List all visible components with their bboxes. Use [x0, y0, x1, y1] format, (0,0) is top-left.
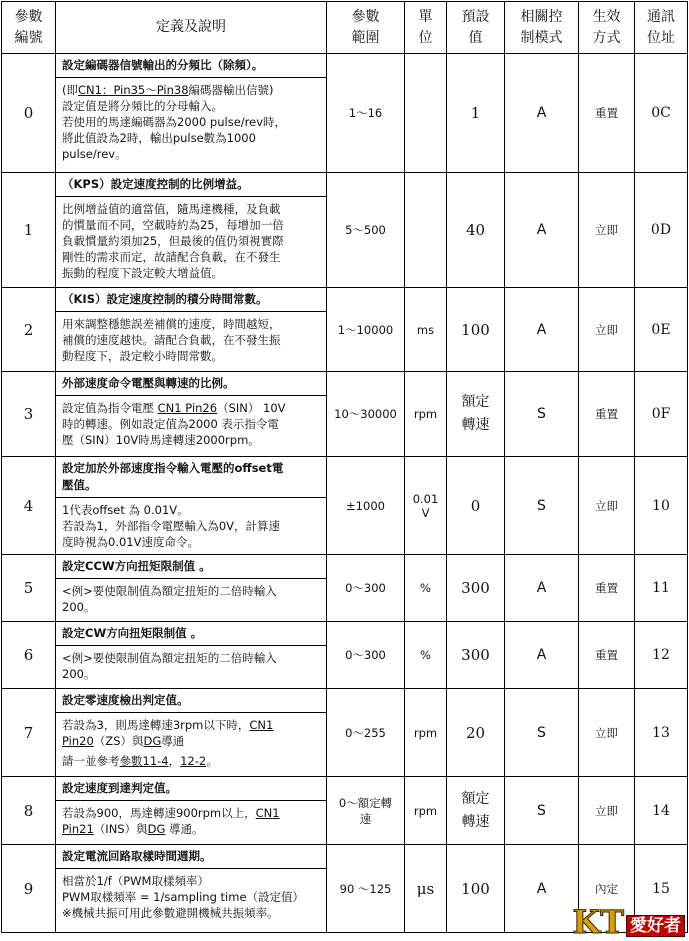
desc-line: PWM取樣頻率 = 1/sampling time（設定值）: [62, 890, 305, 904]
param-range: ±1000: [327, 457, 405, 555]
param-unit: %: [405, 622, 447, 689]
desc-link: CN1：Pin35～Pin38: [78, 83, 189, 97]
param-definition: [56, 457, 327, 555]
header-mode-text: 相關控 制模式: [520, 8, 563, 46]
param-title: 設定編碼器信號輸出的分頻比（除頻）。: [56, 54, 326, 78]
desc-text: （ZS）與: [93, 734, 144, 748]
param-default: 1: [447, 54, 505, 173]
desc-line: 壓（SIN）10V時馬達轉速2000rpm。: [62, 433, 260, 447]
desc-link: Pin21: [62, 822, 94, 836]
param-no: 4: [2, 457, 56, 555]
param-definition: [56, 777, 327, 845]
param-effect: 立即: [579, 777, 635, 845]
param-definition: [56, 54, 327, 173]
param-addr: 0E: [635, 288, 688, 372]
default-text: 額定 轉速: [461, 394, 490, 433]
param-addr: 10: [635, 457, 688, 555]
desc-text: 導通: [161, 734, 185, 748]
header-row: [2, 2, 688, 54]
param-unit: [405, 457, 447, 555]
param-unit: ms: [405, 288, 447, 372]
header-no: [2, 2, 56, 54]
table-row: [2, 777, 688, 845]
desc-link: DG: [143, 734, 162, 748]
default-text: 額定 轉速: [461, 790, 490, 830]
table-row: [2, 457, 688, 555]
param-no: 8: [2, 777, 56, 845]
param-desc: [56, 197, 326, 284]
param-no: 3: [2, 372, 56, 457]
param-mode: A: [505, 173, 579, 288]
desc-line: 負載慣量約須加25，但最後的值仍須視實際: [62, 234, 284, 248]
param-title: 設定電流回路取樣時間週期。: [56, 845, 326, 869]
desc-text: 若設為3，則馬達轉速3rpm以下時，: [62, 718, 250, 732]
desc-text: 設定值為指令電壓: [62, 401, 158, 415]
desc-link: Pin20: [62, 734, 94, 748]
desc-link: CN1: [249, 718, 274, 732]
param-mode: S: [505, 372, 579, 457]
param-effect: 立即: [579, 288, 635, 372]
watermark-logo: [572, 903, 685, 941]
param-definition: [56, 555, 327, 622]
param-addr: 13: [635, 689, 688, 777]
param-default: 300: [447, 555, 505, 622]
desc-link: DG: [147, 822, 166, 836]
desc-line: 設定值是將分頻比的分母輸入。: [62, 99, 223, 113]
header-unit: [405, 2, 447, 54]
param-addr: 0D: [635, 173, 688, 288]
desc-line: 動程度下，設定較小時間常數。: [62, 349, 223, 363]
desc-link: CN1 Pin26: [157, 401, 218, 415]
desc-line: 剛性的需求而定，故請配合負載，在不發生: [62, 250, 281, 264]
table-row: [2, 622, 688, 689]
param-range: 0～300: [327, 622, 405, 689]
param-no: 5: [2, 555, 56, 622]
param-no: 7: [2, 689, 56, 777]
param-default: 100: [447, 288, 505, 372]
param-definition: [56, 845, 327, 933]
param-unit: [405, 173, 447, 288]
header-addr-text: 通訊 位址: [647, 8, 675, 46]
param-addr: 12: [635, 622, 688, 689]
header-default-text: 預設 值: [461, 8, 490, 46]
param-effect: 重置: [579, 555, 635, 622]
param-definition: [56, 689, 327, 777]
desc-line: <例>要使限制值為額定扭矩的二倍時輸入: [62, 651, 277, 665]
param-effect: 立即: [579, 457, 635, 555]
param-title: 設定CW方向扭矩限制值 。: [56, 622, 326, 646]
param-default: 100: [447, 845, 505, 933]
desc-text: （INS）與: [93, 822, 148, 836]
desc-line: 將此值設為2時，輸出pulse數為1000: [62, 131, 256, 145]
param-desc: [56, 713, 326, 772]
desc-text: （SIN） 10V: [217, 401, 286, 415]
table-row: [2, 173, 688, 288]
param-default: 40: [447, 173, 505, 288]
param-default: [447, 777, 505, 845]
desc-line: 補償的速度越快。請配合負載，在不發生振: [62, 333, 281, 347]
header-no-text: 參數 編號: [14, 8, 43, 46]
desc-text: ，: [168, 754, 181, 768]
param-title: 設定CCW方向扭矩限制值 。: [56, 555, 326, 579]
desc-link: CN1: [255, 806, 280, 820]
param-effect: 重置: [579, 372, 635, 457]
header-range-text: 參數 範圍: [351, 8, 380, 46]
param-range: 90 ～125: [327, 845, 405, 933]
desc-link: 12-2: [180, 754, 207, 768]
table-row: [2, 54, 688, 173]
param-desc: [56, 646, 326, 685]
param-effect: 立即: [579, 689, 635, 777]
table-row: [2, 372, 688, 457]
param-title: [56, 457, 326, 498]
header-def: [56, 2, 327, 54]
param-unit: [405, 54, 447, 173]
header-effect-text: 生效 方式: [592, 8, 621, 46]
desc-line: 若設為1，外部指令電壓輸入為0V，計算速: [62, 519, 280, 533]
desc-line: 200。: [62, 600, 96, 614]
desc-text: (即: [62, 83, 78, 97]
param-addr: 0C: [635, 54, 688, 173]
param-no: 1: [2, 173, 56, 288]
param-definition: [56, 288, 327, 372]
desc-line: pulse/rev。: [62, 147, 127, 161]
title-line: 壓值。: [62, 478, 97, 492]
param-range: 0～255: [327, 689, 405, 777]
header-range: [327, 2, 405, 54]
param-range: 1～16: [327, 54, 405, 173]
desc-line: 比例增益值的適當值，隨馬達機種，及負載: [62, 202, 281, 216]
param-effect: 內定: [579, 845, 635, 933]
desc-text: 編碼器輸出信號): [188, 83, 274, 97]
param-mode: A: [505, 555, 579, 622]
param-default: 300: [447, 622, 505, 689]
logo-text: 愛好者: [626, 915, 685, 937]
param-unit: rpm: [405, 777, 447, 845]
param-title: 外部速度命令電壓與轉速的比例。: [56, 372, 326, 396]
param-desc: [56, 312, 326, 367]
param-default: [447, 372, 505, 457]
header-addr: [635, 2, 688, 54]
desc-line: 振動的程度下設定較大增益值。: [62, 266, 223, 280]
param-desc: [56, 396, 326, 451]
desc-line: ※機械共振可用此參數避開機械共振頻率。: [62, 906, 279, 920]
param-definition: [56, 173, 327, 288]
header-unit-text: 單 位: [418, 8, 433, 46]
param-addr: 0F: [635, 372, 688, 457]
param-no: 6: [2, 622, 56, 689]
desc-line: 時的轉速。例如設定值為2000 表示指令電: [62, 417, 279, 431]
desc-text: 。: [206, 754, 218, 768]
desc-text: 請一並參考: [62, 754, 120, 768]
title-line: 設定加於外部速度指令輸入電壓的offset電: [62, 461, 284, 475]
param-desc: [56, 869, 326, 924]
param-mode: S: [505, 457, 579, 555]
param-definition: [56, 372, 327, 457]
param-effect: 重置: [579, 622, 635, 689]
param-range: [327, 777, 405, 845]
param-title: （KPS）設定速度控制的比例增益。: [56, 173, 326, 197]
param-default: 0: [447, 457, 505, 555]
desc-line: 用來調整穩態誤差補償的速度，時間越短，: [62, 317, 281, 331]
param-desc: [56, 78, 326, 165]
param-range: 0～300: [327, 555, 405, 622]
table-row: [2, 689, 688, 777]
param-range: 5～500: [327, 173, 405, 288]
param-addr: 15: [635, 845, 688, 933]
desc-line: 度時視為0.01V速度命令。: [62, 535, 199, 549]
desc-line: <例>要使限制值為額定扭矩的二倍時輸入: [62, 584, 277, 598]
param-mode: S: [505, 777, 579, 845]
desc-line: 1代表offset 為 0.01V。: [62, 503, 189, 517]
param-range: 10～30000: [327, 372, 405, 457]
desc-text: 若設為900，馬達轉速900rpm以上，: [62, 806, 256, 820]
header-effect: [579, 2, 635, 54]
param-desc: [56, 579, 326, 618]
param-mode: A: [505, 845, 579, 933]
param-addr: 11: [635, 555, 688, 622]
param-effect: 立即: [579, 173, 635, 288]
param-unit: %: [405, 555, 447, 622]
param-unit: rpm: [405, 372, 447, 457]
header-default: [447, 2, 505, 54]
param-title: （KIS）設定速度控制的積分時間常數。: [56, 288, 326, 312]
param-mode: S: [505, 689, 579, 777]
header-mode: [505, 2, 579, 54]
parameter-table: [1, 1, 688, 933]
param-title: 設定零速度檢出判定值。: [56, 689, 326, 713]
param-default: 20: [447, 689, 505, 777]
param-no: 9: [2, 845, 56, 933]
param-title: 設定速度到達判定值。: [56, 777, 326, 801]
param-effect: 重置: [579, 54, 635, 173]
param-no: 0: [2, 54, 56, 173]
desc-line: 的慣量而不同，空載時約為25，每增加一倍: [62, 218, 284, 232]
unit-text: 0.01 V: [412, 491, 439, 520]
range-text: 0～額定轉 速: [338, 795, 393, 826]
param-desc: [56, 498, 326, 553]
table-row: [2, 288, 688, 372]
header-def-text: 定義及說明: [156, 19, 226, 35]
param-desc: [56, 801, 326, 840]
param-mode: A: [505, 288, 579, 372]
desc-text: 導通。: [165, 822, 204, 836]
param-unit: rpm: [405, 689, 447, 777]
logo-mark: KT: [572, 903, 624, 941]
param-mode: A: [505, 622, 579, 689]
desc-line: 相當於1/f（PWM取樣頻率）: [62, 874, 209, 888]
desc-link: 參數11-4: [119, 754, 169, 768]
param-definition: [56, 622, 327, 689]
desc-line: 若使用的馬達編碼器為2000 pulse/rev時，: [62, 115, 287, 129]
param-range: 1～10000: [327, 288, 405, 372]
param-unit: μs: [405, 845, 447, 933]
table-row: [2, 555, 688, 622]
param-mode: A: [505, 54, 579, 173]
desc-line: 200。: [62, 667, 96, 681]
param-no: 2: [2, 288, 56, 372]
param-addr: 14: [635, 777, 688, 845]
